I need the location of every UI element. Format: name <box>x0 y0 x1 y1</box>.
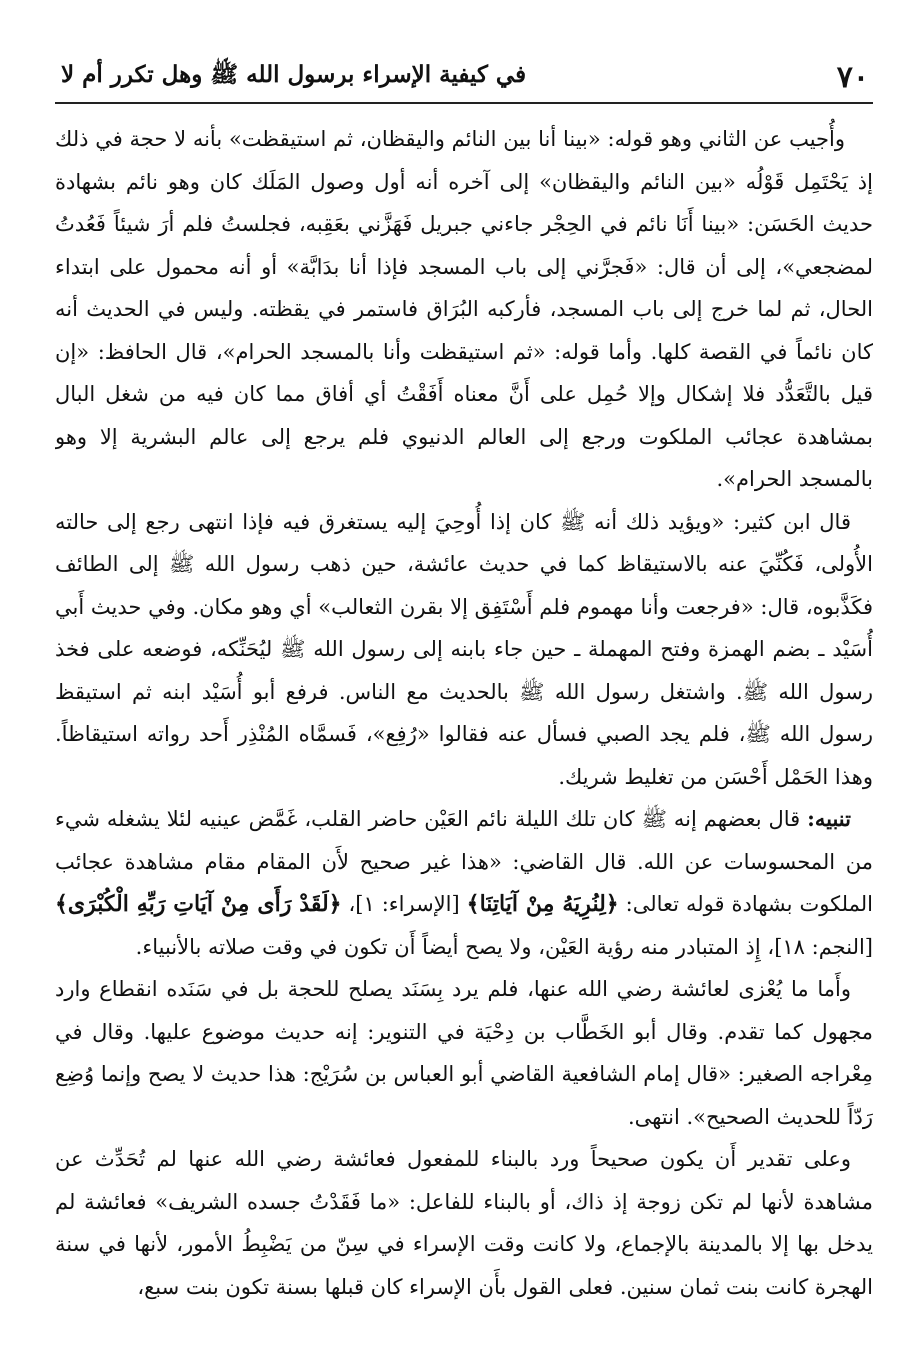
running-title: في كيفية الإسراء برسول الله ﷺ وهل تكرر أم لا <box>61 61 527 88</box>
quran-verse-2: ﴿لَقَدْ رَأَى مِنْ آيَاتِ رَبِّهِ الْكُبْرَى﴾ <box>55 891 342 917</box>
page-header <box>55 52 873 104</box>
note-text-after: [النجم: ١٨]، إِذ المتبادر منه رؤية العَيْن، ولا يصح أيضاً أَن تكون في وقت صلاته بالأنبياء. <box>135 934 873 959</box>
paragraph-2: قال ابن كثير: «ويؤيد ذلك أنه ﷺ كان إذا أُوحِيَ إليه يستغرق فيه فإذا انتهى رجع إلى حالته الأُولى، فَكُنِّيَ عنه بالاستيقاظ كما في حديث عائشة، حين ذهب رسول الله ﷺ إلى الطائف فكَذَّبوه، قال: «فرجعت وأنا مهموم فلم أَسْتَفِق إلا بقرن الثعالب» أي وهو مكان. وفي حديث أَبي أُسَيْد ـ بضم الهمزة وفتح المهملة ـ حين جاء بابنه إلى رسول الله ﷺ ليُحَنِّكه، فوضعه على فخذ رسول الله ﷺ. واشتغل رسول الله ﷺ بالحديث مع الناس. فرفع أبو أُسَيْد ابنه ثم استيقظ رسول الله ﷺ، فلم يجد الصبي فسأل عنه فقالوا «رُفِع»، فَسمَّاه المُنْذِر أَحد رواته استيقاظاً. وهذا الحَمْل أَحْسَن من تغليط شريك. <box>55 509 873 789</box>
quran-verse-1: ﴿لِنُرِيَهُ مِنْ آيَاتِنَا﴾ <box>466 891 619 917</box>
paragraph-1: وأُجيب عن الثاني وهو قوله: «بينا أنا بين النائم واليقظان، ثم استيقظت» بأنه لا حجة في ذلك إذ يَحْتَمِل قَوْلُه «بين النائم واليقظان» إلى آخره أنه أول وصول المَلَك كان وهو نائم بشهادة حديث الحَسَن: «بينا أَنَا نائم في الحِجْر جاءني جبريل فَهَزَّني بعَقِبه، فجلستُ فلم أرَ شيئاً فَعُدتُ لمضجعي»، إلى أن قال: «فَجرَّني إلى باب المسجد فإذا أنا بدَابَّة» أو أنه محمول على ابتداء الحال، ثم لما خرج إلى باب المسجد، فأركبه البُرَاق فاستمر في يقظته. وليس في الحديث أنه كان نائماً في القصة كلها. وأما قوله: «ثم استيقظت وأنا بالمسجد الحرام»، قال الحافظ: «إن قيل بالتَّعَدُّد فلا إشكال وإلا حُمِل على أَنَّ معناه أَفَقْتُ أي أفاق مما كان فيه من شغل البال بمشاهدة عجائب الملكوت ورجع إلى العالم الدنيوي فلم يرجع إلى عالم البشرية إلا وهو بالمسجد الحرام». <box>55 127 873 491</box>
paragraph-5: وعلى تقدير أَن يكون صحيحاً ورد بالبناء للمفعول فعائشة رضي الله عنها لم تُحَدِّث عن مشاهدة لأنها لم تكن زوجة إذ ذاك، أو بالبناء للفاعل: «ما فَقَدْتُ جسده الشريف» فعائشة لم يدخل بها إلا بالمدينة بالإجماع، ولا كانت وقت الإسراء في سِنّ من يَضْبِطُ الأمور، لأنها في سنة الهجرة كانت بنت ثمان سنين. فعلى القول بأَن الإسراء كان قبلها بسنة تكون بنت سبع، <box>55 1147 873 1299</box>
note-text-middle: [الإسراء: ١]، <box>341 892 467 916</box>
note-text-before: قال بعضهم إنه ﷺ كان تلك الليلة نائم العَيْن حاضر القلب، غَمَّض عينيه لئلا يشغله شيء من المحسوسات عن الله. قال القاضي: «هذا غير صحيح لأَن المقام مقام مشاهدة عجائب الملكوت بشهادة قوله تعالى: <box>55 807 873 916</box>
paragraph-4: وأَما ما يُعْزى لعائشة رضي الله عنها، فلم يرد بِسَنَد يصلح للحجة بل في سَنَده انقطاع وارد مجهول كما تقدم. وقال أبو الخَطَّاب بن دِحْيَة في التنوير: إنه حديث موضوع عليها. وقال في مِعْراجه الصغير: «قال إمام الشافعية القاضي أبو العباس بن سُرَيْج: هذا حديث لا يصح وإنما وُضِع رَدّاً للحديث الصحيح». انتهى. <box>55 977 873 1129</box>
page-number: ٧٠ <box>836 59 869 95</box>
page-body <box>55 118 873 1353</box>
paragraph-note <box>55 798 873 968</box>
note-label: تنبيه: <box>807 806 851 831</box>
